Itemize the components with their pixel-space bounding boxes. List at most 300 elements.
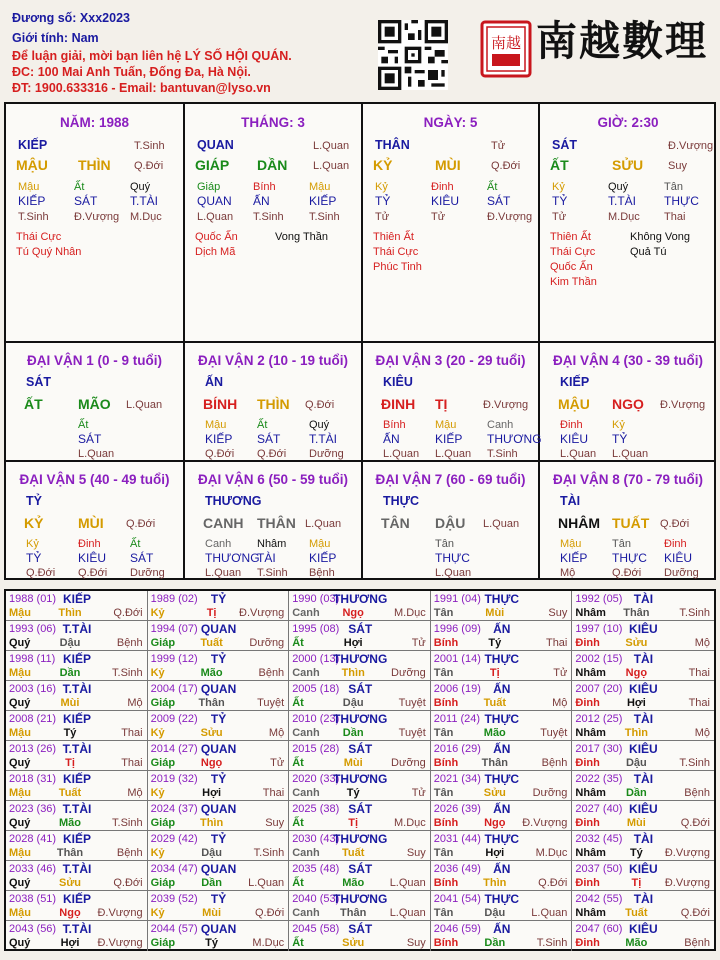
year-star: KIẾP [62,832,92,846]
year-stem: Ất [292,937,304,949]
year-star: SÁT [348,622,373,636]
major-cycle-title: ĐẠI VẬN 6 (50 - 59 tuổi) [197,472,349,487]
pillar-life-stage: Q.Đới [491,160,521,172]
major-cycle-life-stage: L.Quan [483,518,520,530]
major-cycle-8 [540,462,716,579]
year-stem: Quý [9,757,31,769]
year-label: 2042 (55) [575,893,623,905]
year-stem: Mậu [9,847,31,859]
pillar-main-star: THÂN [375,138,410,152]
year-life-stage: Q.Đới [538,877,568,889]
year-stem: Bính [433,637,459,649]
auspicious-star: Quốc Ấn [550,261,593,273]
pillar-earthly-branch: SỬU [612,157,644,173]
year-label: 2036 (49) [433,863,481,875]
year-life-stage: Bệnh [116,847,143,859]
cycle-hidden-stem: Bính [383,419,406,431]
auspicious-star: Thiên Ất [550,231,591,243]
major-cycle-3 [363,343,542,460]
cycle-hidden-star: KIẾP [205,432,233,446]
year-stem: Tân [433,727,454,739]
hidden-life-stage: Tử [552,211,567,223]
year-branch: Tý [63,727,77,739]
year-branch: Thìn [483,877,507,889]
year-label: 2037 (50) [575,863,623,875]
year-label: 2023 (36) [9,803,57,815]
year-cell [431,681,573,710]
year-label: 1999 (12) [150,653,198,665]
year-stem: Giáp [150,877,176,889]
year-star: KIẾP [62,592,92,606]
year-star: TÀI [633,832,654,846]
year-branch: Dần [59,667,81,679]
year-branch: Thân [481,757,508,769]
year-branch: Sửu [200,727,223,739]
auspicious-star: Kim Thần [550,276,597,288]
cycle-hidden-life-stage: Q.Đới [205,448,235,460]
year-stem: Quý [9,937,31,949]
pillar-earthly-branch: MÙI [435,157,461,173]
hidden-stem: Mậu [309,181,331,193]
year-branch: Mùi [343,757,363,769]
year-star: TỶ [210,832,227,846]
year-star: THỰC [484,892,520,906]
year-label: 2034 (47) [150,863,198,875]
cycle-hidden-life-stage: Q.Đới [612,567,642,579]
year-star: TÀI [633,592,654,606]
year-label: 2028 (41) [9,833,57,845]
pillar-side-star: Tử [491,140,506,152]
year-branch: Thìn [199,817,224,829]
year-label: 2003 (16) [9,683,57,695]
major-cycle-title: ĐẠI VẬN 7 (60 - 69 tuổi) [375,472,526,487]
cycle-hidden-stem: Kỷ [612,419,625,431]
cycle-hidden-stem: Đinh [560,419,583,431]
pillar-earthly-branch: THÌN [78,157,111,173]
year-cell [148,831,290,860]
year-stem: Tân [433,787,454,799]
hidden-star: T.TÀI [608,194,637,208]
year-star: ẤN [493,622,511,636]
pillar-heavenly-stem: ẤT [550,157,569,173]
major-cycle-stem: CANH [203,515,244,531]
auspicious-star: Tú Quý Nhân [16,246,82,258]
year-life-stage: Thai [545,637,568,649]
year-label: 2038 (51) [9,893,57,905]
year-branch: Mùi [485,607,505,619]
year-label: 2030 (43) [292,833,340,845]
major-cycle-life-stage: Đ.Vượng [660,399,706,411]
pillar-life-stage: Suy [668,160,687,172]
year-stem: Đinh [575,637,600,649]
year-branch: Hợi [202,787,222,799]
auspicious-star: Thái Cực [373,246,419,258]
major-cycle-branch: THÌN [257,396,290,412]
cycle-hidden-star: THƯƠNG [487,432,542,446]
year-branch: Mão [483,727,506,739]
year-life-stage: Mộ [694,727,710,739]
year-cell [572,801,714,830]
year-label: 2002 (15) [575,653,623,665]
year-branch: Mão [200,667,223,679]
year-stem: Ất [292,697,304,709]
major-cycle-branch: MÃO [78,396,111,412]
pillar-side-star: T.Sinh [134,140,165,152]
inauspicious-star: Không Vong [630,231,690,243]
year-branch: Dần [201,877,222,889]
year-stem: Tân [433,847,454,859]
year-row [6,711,714,741]
year-stem: Giáp [150,937,176,949]
year-star: QUAN [200,922,237,936]
year-star: T.TÀI [62,802,92,816]
major-cycle-stem: BÍNH [203,396,238,412]
hidden-star: KIẾP [18,194,46,208]
year-star: QUAN [200,622,237,636]
pillar-main-star: KIẾP [18,138,48,152]
pillar-1 [6,104,183,340]
year-row [6,651,714,681]
year-stem: Canh [292,667,320,679]
year-label: 2004 (17) [150,683,198,695]
major-cycle-2 [185,343,361,460]
year-stem: Ất [292,817,304,829]
cycle-hidden-life-stage: T.Sinh [257,567,288,579]
year-label: 2009 (22) [150,713,198,725]
year-cell [6,591,148,620]
cycle-hidden-stem: Ất [130,538,141,550]
major-cycle-title: ĐẠI VẬN 3 (20 - 29 tuổi) [375,353,526,368]
pillar-2 [185,104,361,340]
header [0,0,720,100]
year-cell [6,801,148,830]
year-star: T.TÀI [62,742,92,756]
major-cycle-stem: MẬU [558,396,590,412]
year-stem: Quý [9,877,31,889]
year-branch: Tuất [483,697,506,709]
hidden-star: KIẾP [309,194,337,208]
hidden-stem: Ất [74,181,85,193]
hidden-stem: Đinh [431,181,454,193]
year-star: ẤN [493,682,511,696]
year-cell [148,771,290,800]
year-stem: Canh [292,727,320,739]
year-row [6,741,714,771]
year-cell [431,621,573,650]
major-cycle-life-stage: Đ.Vượng [483,399,529,411]
year-life-stage: Tử [270,757,285,769]
cycle-hidden-life-stage: Q.Đới [257,448,287,460]
year-label: 1996 (09) [433,623,481,635]
major-cycle-star: KIẾP [560,375,590,389]
year-label: 1998 (11) [9,653,56,665]
hidden-life-stage: Tử [375,211,390,223]
cycle-hidden-star: TỶ [26,551,42,565]
year-label: 2025 (38) [292,803,340,815]
year-branch: Dần [625,787,647,799]
year-star: THỰC [484,712,520,726]
pillar-life-stage: Q.Đới [134,160,164,172]
major-cycle-branch: TUẤT [612,515,650,531]
cycle-hidden-stem: Canh [205,538,232,550]
year-stem: Đinh [575,697,600,709]
hidden-stem: Bính [253,181,276,193]
cycle-hidden-life-stage: Dưỡng [664,567,699,579]
year-stem: Kỷ [150,787,165,799]
major-cycle-stem: NHÂM [558,515,600,531]
cycle-hidden-life-stage: L.Quan [435,567,472,579]
year-branch: Tị [65,757,75,769]
year-branch: Thân [198,697,225,709]
year-life-stage: Thai [688,697,710,709]
year-star: T.TÀI [62,622,92,636]
year-label: 2022 (35) [575,773,623,785]
year-row [6,771,714,801]
hidden-life-stage: T.Sinh [18,211,49,223]
year-life-stage: Tử [411,637,426,649]
year-cell [289,651,431,680]
cycle-hidden-star: SÁT [78,432,102,446]
year-branch: Thân [56,847,84,859]
year-cell [6,831,148,860]
auspicious-star: Thái Cực [16,231,62,243]
year-star: SÁT [348,922,373,936]
pillar-3 [363,104,538,340]
year-stem: Quý [9,817,31,829]
year-stem: Mậu [9,667,31,679]
year-stem: Giáp [150,637,176,649]
year-star: TÀI [633,712,654,726]
major-cycle-7 [363,462,538,579]
year-cell [572,831,714,860]
cycle-hidden-star: TÀI [257,551,276,565]
year-life-stage: M.Dục [535,847,568,859]
cycle-hidden-star: TỶ [612,432,628,446]
year-row [6,621,714,651]
year-stem: Kỷ [150,607,165,619]
hidden-life-stage: Đ.Vượng [74,211,120,223]
year-life-stage: T.Sinh [253,847,285,859]
hidden-life-stage: Tử [431,211,446,223]
cycle-hidden-stem: Canh [487,419,514,431]
qr-code-icon[interactable] [378,20,448,90]
year-stem: Mậu [9,607,31,619]
year-life-stage: Thai [262,787,285,799]
year-cell [6,651,148,680]
year-star: THỰC [484,772,520,786]
major-cycle-stem: ẤT [24,396,43,412]
major-cycle-star: TÀI [560,494,581,508]
auspicious-star: Phúc Tinh [373,261,422,273]
year-cell [431,801,573,830]
year-life-stage: Q.Đới [680,817,710,829]
year-life-stage: Dưỡng [391,757,426,769]
cycle-hidden-star: KIÊU [560,432,589,446]
year-label: 2020 (33) [292,773,340,785]
hidden-stem: Kỷ [375,181,388,193]
cycle-hidden-life-stage: L.Quan [383,448,420,460]
pillar-earthly-branch: DẦN [257,157,288,173]
year-label: 2000 (13) [292,653,340,665]
cycle-hidden-stem: Mậu [560,538,582,550]
major-cycle-star: THỰC [383,494,420,508]
year-star: THƯƠNG [333,892,388,906]
year-cell [6,861,148,890]
year-cell [289,621,431,650]
cycle-hidden-star: SÁT [257,432,281,446]
cycle-hidden-star: KIÊU [664,551,693,565]
auspicious-star: Thái Cực [550,246,596,258]
year-cell [289,681,431,710]
year-branch: Dần [484,937,506,949]
year-stem: Quý [9,697,31,709]
cycle-hidden-stem: Đinh [78,538,101,550]
year-star: TỶ [210,652,227,666]
year-cell [431,861,573,890]
year-branch: Thìn [341,667,365,679]
year-stem: Ất [292,757,304,769]
year-star: ẤN [493,802,511,816]
year-stem: Kỷ [150,727,165,739]
year-cell [148,921,290,951]
hidden-star: KIÊU [431,194,460,208]
year-star: TỶ [210,712,227,726]
year-label: 2007 (20) [575,683,623,695]
year-cell [289,591,431,620]
year-cell [289,801,431,830]
year-life-stage: Đ.Vượng [664,847,710,859]
year-label: 2019 (32) [150,773,198,785]
year-life-stage: Dưỡng [249,637,285,649]
major-cycle-branch: NGỌ [612,396,644,412]
inauspicious-star: Quả Tú [630,246,667,258]
year-life-stage: T.Sinh [112,667,143,679]
major-cycle-star: THƯƠNG [205,494,262,508]
year-star: TỶ [210,592,227,606]
cycle-hidden-stem: Mậu [435,419,457,431]
subject-gender: Giới tính: Nam [12,31,99,45]
year-cell [148,801,290,830]
cycle-hidden-life-stage: L.Quan [612,448,649,460]
year-branch: Tuất [200,637,223,649]
cycle-hidden-stem: Ất [78,419,89,431]
year-branch: Dậu [484,907,506,919]
year-life-stage: Bệnh [684,937,710,949]
year-stem: Nhâm [575,847,606,859]
year-star: KIÊU [629,922,658,936]
year-label: 2015 (28) [292,743,340,755]
year-life-stage: Suy [265,817,285,829]
year-cell [148,711,290,740]
year-life-stage: Mộ [127,787,143,799]
year-row [6,831,714,861]
cycle-hidden-life-stage: Q.Đới [78,567,108,579]
year-life-stage: T.Sinh [679,757,710,769]
major-cycle-star: ẤN [205,375,224,389]
year-life-stage: Suy [548,607,568,619]
year-label: 2027 (40) [575,803,623,815]
year-life-stage: Thai [121,727,143,739]
pillar-side-star: L.Quan [313,140,350,152]
year-cell [572,741,714,770]
year-star: ẤN [493,922,511,936]
year-branch: Hợi [60,937,80,949]
year-stem: Mậu [9,727,31,739]
year-label: 2046 (59) [433,923,481,935]
year-life-stage: Đ.Vượng [664,877,710,889]
year-star: KIẾP [62,652,92,666]
inauspicious-star: Vong Thần [275,231,329,243]
year-branch: Sửu [483,787,506,799]
year-branch: Tị [348,817,359,829]
year-star: QUAN [200,682,237,696]
year-stem: Kỷ [150,847,165,859]
year-label: 2013 (26) [9,743,57,755]
year-stem: Đinh [575,817,600,829]
year-stem: Bính [433,757,459,769]
cycle-hidden-star: T.TÀI [309,432,338,446]
year-cell [289,861,431,890]
pillar-main-star: SÁT [552,138,577,152]
contact-invite: Để luận giải, mời bạn liên hệ LÝ SỐ HỘI QUÁN. [12,49,292,63]
year-label: 2008 (21) [9,713,57,725]
year-cell [289,891,431,920]
year-stem: Ất [292,877,304,889]
major-cycle-stem: ĐINH [381,396,416,412]
pillar-title: THÁNG: 3 [241,115,305,130]
year-branch: Mùi [202,907,222,919]
hidden-stem: Mậu [18,181,40,193]
year-branch: Mùi [626,817,646,829]
year-branch: Mùi [60,697,80,709]
year-cell [572,681,714,710]
cycle-hidden-stem: Quý [309,419,330,431]
hidden-star: THỰC [664,194,699,208]
year-branch: Dậu [625,757,647,769]
year-label: 2016 (29) [433,743,481,755]
brand-logo: 南越數理 [536,17,708,65]
hidden-stem: Quý [130,181,151,193]
year-label: 2045 (58) [292,923,340,935]
year-cell [431,711,573,740]
year-label: 2031 (44) [433,833,481,845]
year-row [6,681,714,711]
year-branch: Dậu [342,697,364,709]
year-stem: Quý [9,637,31,649]
year-label: 2024 (37) [150,803,198,815]
year-stem: Canh [292,787,320,799]
major-cycle-branch: DẬU [435,515,466,531]
major-cycle-5 [6,462,183,579]
cycle-hidden-stem: Đinh [664,538,687,550]
pillar-title: GIỜ: 2:30 [597,115,659,130]
hidden-stem: Tân [664,181,683,193]
hidden-stem: Kỷ [552,181,565,193]
year-star: THƯƠNG [333,712,388,726]
cycle-hidden-stem: Tân [435,538,454,550]
major-cycle-star: TỶ [26,494,42,508]
pillar-title: NĂM: 1988 [59,115,130,130]
major-cycle-4 [540,343,716,460]
year-stem: Nhâm [575,787,606,799]
year-life-stage: Q.Đới [113,607,143,619]
year-star: ẤN [493,742,511,756]
year-stem: Giáp [150,697,176,709]
year-life-stage: T.Sinh [679,607,710,619]
year-cell [431,741,573,770]
year-branch: Tị [206,607,217,619]
cycle-hidden-star: SÁT [130,551,154,565]
